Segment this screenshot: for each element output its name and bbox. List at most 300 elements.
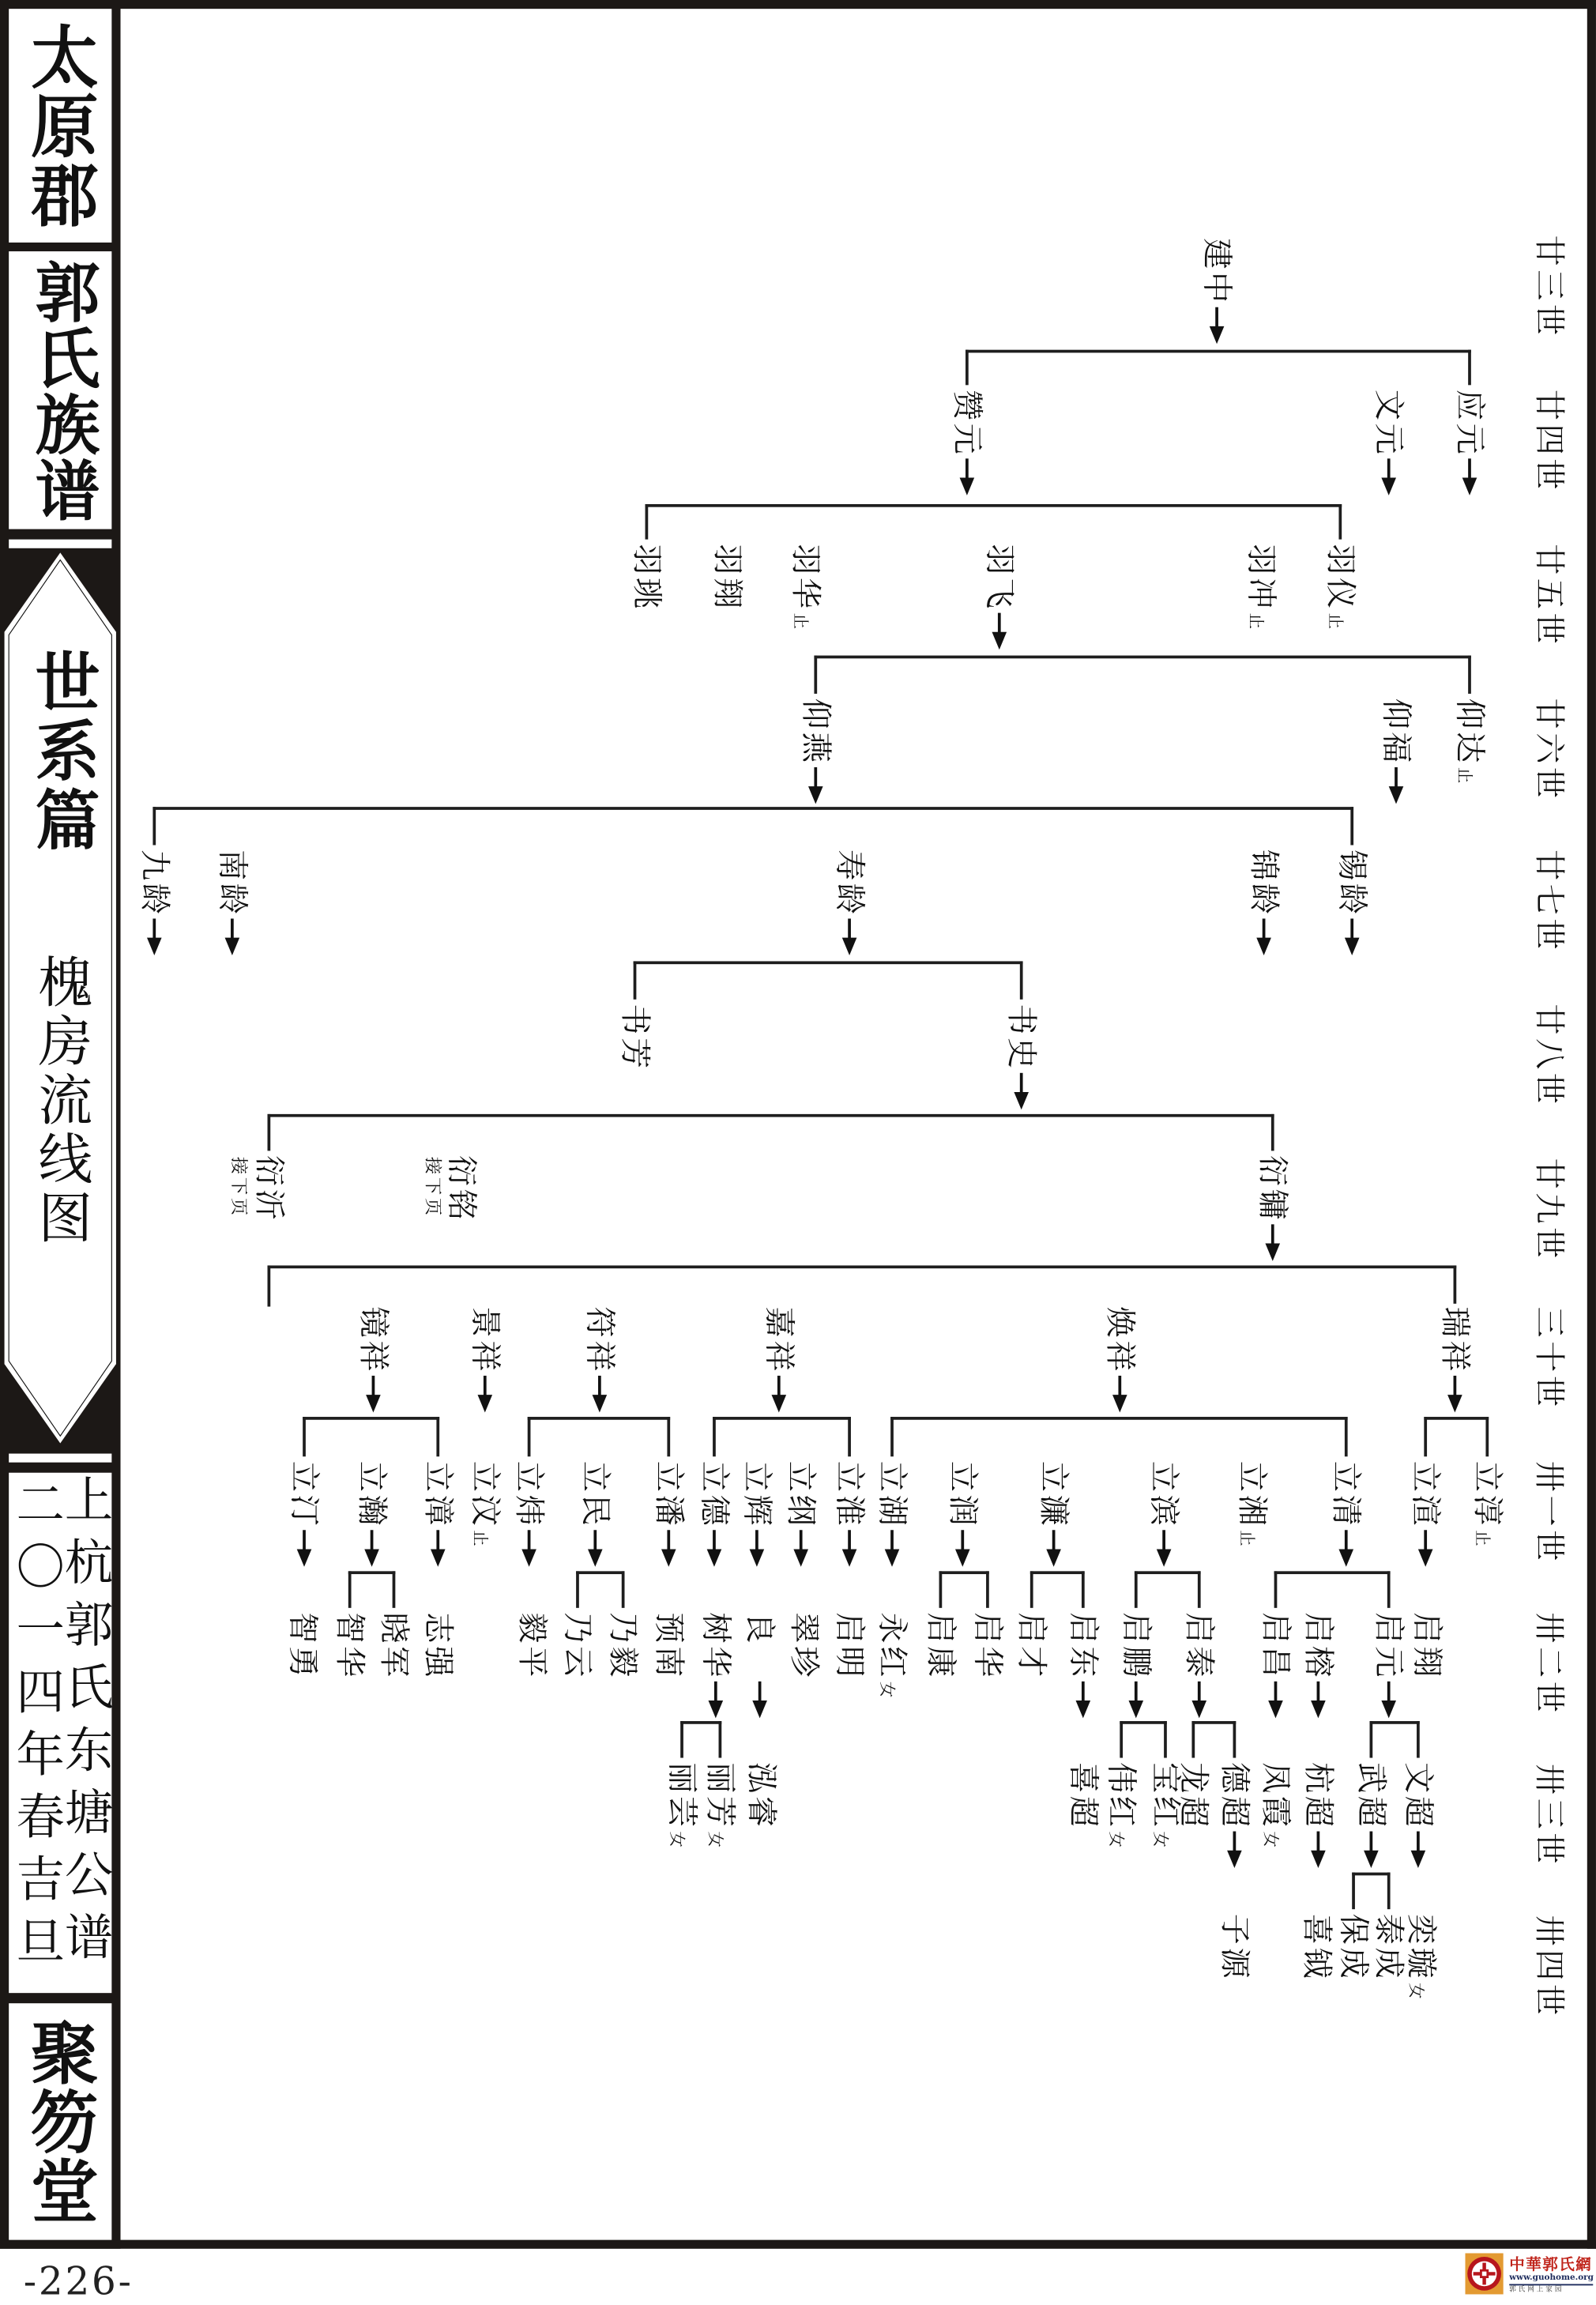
generation-label: 廿九世 [1531,1158,1567,1262]
person-node [559,1612,596,1680]
person-node [876,1612,909,1697]
person-name: 保成 [1335,1913,1372,1982]
arrow-down-icon [225,919,240,956]
person-name: 立辉 [739,1460,775,1529]
annotation-mark: 止 [1455,766,1474,784]
person-name: 乃云 [559,1612,596,1680]
arrow-down-icon [955,1530,970,1567]
annotation-mark: 止 [1325,612,1345,630]
annotation-mark: 女 [1150,1831,1170,1848]
person-name: 伟红 [1103,1762,1139,1830]
person-node [762,1307,795,1375]
arrow-down-icon [793,1530,808,1567]
person-node [704,1762,736,1847]
connector-line [1353,1873,1391,1875]
person-name: 文超 [1400,1762,1436,1830]
connector-line [1417,1721,1419,1758]
person-node [333,1612,366,1680]
person-node [1302,1612,1334,1680]
person-name: 仰燕 [797,698,834,766]
continued-next-page-note: 接下页 [228,1156,250,1218]
person-name: 丽芸 [664,1762,700,1830]
connector-line [153,807,156,845]
connector-line [576,1571,624,1573]
person-name: 启明 [831,1612,868,1680]
connector-line [268,1265,1456,1267]
arrow-down-icon [885,1530,900,1567]
person-name: 寿龄 [831,849,868,917]
arrow-down-icon [431,1530,446,1567]
arrow-down-icon [1338,1530,1353,1567]
connector-line [713,1417,715,1456]
arrow-down-icon [593,1376,608,1413]
person-name: 羽冲 [1243,544,1279,612]
person-node [1248,849,1280,917]
connector-line [268,1114,270,1151]
arrow-down-icon [364,1530,379,1567]
arrow-down-icon [1462,458,1477,495]
person-node [1105,1762,1138,1847]
person-node [1256,1155,1289,1223]
person-node [1259,1762,1292,1847]
arrow-down-icon [1447,1376,1462,1413]
person-name: 预南 [650,1612,687,1680]
connector-line [1135,1571,1137,1608]
person-name: 立润 [944,1460,981,1529]
generation-label: 廿六世 [1531,698,1567,802]
person-node [876,1461,909,1529]
arrow-down-icon [709,1682,724,1719]
generation-label: 卅一世 [1531,1460,1567,1565]
arrow-down-icon [750,1530,765,1567]
connector-line [634,961,636,999]
site-logo [1465,2253,1594,2297]
person-name: 德超 [1217,1762,1252,1830]
person-node [797,698,834,766]
arrow-down-icon [842,919,857,956]
person-name: 锡龄 [1334,849,1370,917]
person-node [1471,1461,1504,1546]
person-node [1147,1762,1184,1848]
connector-line [1030,1571,1084,1573]
connector-line [1469,656,1471,694]
connector-line [1454,1265,1456,1303]
person-node [1302,1762,1334,1830]
person-name: 镜祥 [356,1306,391,1375]
section-title-text: 世系篇 [23,647,99,855]
person-node [1244,544,1277,629]
person-name: 赞元 [949,389,985,458]
person-name: 焕祥 [1102,1306,1138,1375]
generation-label: 廿七世 [1531,849,1567,954]
connector-line [1351,807,1353,845]
arrow-down-icon [992,613,1007,650]
connector-line [303,1417,439,1419]
person-node [924,1612,957,1680]
arrow-down-icon [842,1530,857,1567]
person-name: 龙超 [1176,1762,1211,1830]
person-node [745,1762,777,1830]
connector-line [1192,1721,1236,1723]
person-node [699,1612,732,1680]
connector-line [1271,1114,1274,1151]
person-name: 乃毅 [605,1612,641,1680]
connector-line [622,1571,624,1608]
person-node [1259,1612,1292,1680]
person-name: 立炜 [511,1460,547,1529]
sidebar-divider-strip [9,1454,111,1463]
person-node [378,1612,410,1680]
connector-line [1370,1721,1372,1758]
person-node [1104,1307,1136,1375]
connector-line [719,1721,721,1758]
person-name: 启榕 [1301,1612,1336,1680]
generation-label: 三十世 [1531,1306,1567,1410]
person-name: 嘉祥 [761,1306,797,1375]
person-name: 凤霞 [1258,1762,1293,1830]
person-name: 立瀚 [354,1460,390,1529]
person-name: 羽翔 [710,544,746,612]
person-name: 景祥 [467,1306,503,1375]
connector-line [986,1571,988,1608]
connector-line [1135,1571,1200,1573]
person-name: 晓军 [376,1612,412,1680]
person-node [630,544,663,612]
person-name: 立纲 [783,1460,819,1529]
sidebar-chart-title [9,950,111,1251]
person-node [710,544,746,612]
person-node [1120,1612,1152,1680]
arrow-down-icon [1227,1832,1242,1869]
person-name: 启东 [1065,1612,1101,1680]
person-node [513,1461,545,1529]
connector-line [1387,1571,1390,1608]
connector-line [815,656,817,694]
family-emblem-icon [1465,2253,1503,2294]
arrow-down-icon [1311,1832,1326,1869]
person-node [1015,1612,1048,1680]
person-node [469,1461,501,1546]
person-node [288,1461,321,1529]
person-node [950,390,983,458]
person-name: 立民 [577,1460,613,1529]
person-name: 启鹏 [1118,1612,1154,1680]
person-node [1335,1913,1372,1982]
person-node [1405,1914,1437,1999]
connector-line [153,807,1353,809]
arrow-down-icon [521,1530,536,1567]
person-name: 启翔 [1409,1612,1445,1680]
person-name: 建中 [1199,238,1235,306]
connector-line [1020,961,1022,999]
person-node [789,544,822,629]
person-node [443,1154,480,1223]
person-name: 启泰 [1181,1612,1218,1680]
connector-line [1120,1721,1167,1723]
person-node [788,1612,820,1680]
person-node [831,1460,868,1529]
person-name: 锦龄 [1246,849,1282,917]
connector-line [393,1571,395,1608]
person-name: 立漳 [420,1460,456,1529]
arrow-down-icon [366,1376,381,1413]
person-name: 泓睿 [743,1762,779,1830]
person-node [138,849,171,917]
sidebar-region-title [9,9,111,243]
person-node [981,544,1018,612]
connector-line [966,350,968,386]
person-node [743,1612,776,1646]
connector-line [528,1417,530,1456]
person-name: 智勇 [284,1612,321,1680]
connector-line [1339,504,1342,540]
logo-title: 中華郭氏網 [1509,2256,1593,2274]
generation-label: 卅四世 [1531,1915,1567,2019]
connector-line [1370,1721,1419,1723]
person-name: 南龄 [214,849,250,917]
person-node [698,1461,731,1529]
person-node [1407,1460,1444,1529]
person-name: 立汀 [286,1460,322,1529]
generation-label: 廿五世 [1531,544,1567,648]
person-node [1037,1461,1070,1529]
person-name: 翠珍 [786,1612,822,1680]
person-name: 立渲 [1407,1460,1444,1529]
arrow-down-icon [1364,1832,1379,1869]
connector-line [713,1417,850,1419]
connector-line [1030,1571,1033,1608]
connector-line [1192,1721,1195,1758]
person-node [516,1612,548,1680]
person-name: 宝红 [1147,1762,1184,1830]
person-name: 立淮 [831,1460,868,1529]
person-node [650,1460,687,1529]
person-node [944,1460,981,1529]
connector-line [891,1417,1348,1419]
arrow-down-icon [1389,767,1404,804]
person-node [356,1461,388,1529]
person-node [1328,1460,1365,1529]
person-node [666,1762,698,1847]
arrow-down-icon [1256,919,1271,956]
person-name: 立清 [1328,1460,1365,1529]
person-name: 书芳 [617,1004,653,1072]
generation-label: 卅二世 [1531,1612,1567,1716]
person-name: 毅平 [514,1612,550,1680]
person-node [619,1004,651,1072]
person-node [785,1461,817,1529]
connector-line [891,1417,894,1456]
person-name: 羽华 [787,544,823,612]
arrow-down-icon [707,1530,722,1567]
generation-label: 廿三世 [1531,235,1567,339]
connector-line [268,1114,1274,1117]
person-name: 启康 [923,1612,958,1680]
hall-name-text: 聚笏堂 [21,2017,100,2226]
arrow-down-icon [960,458,975,495]
connector-line [815,656,1471,658]
person-name: 志强 [420,1612,456,1680]
connector-line [1274,1571,1277,1608]
top-frame-bar [0,0,1596,9]
person-node [1067,1612,1099,1680]
arrow-down-icon [772,1376,787,1413]
person-node [422,1612,454,1680]
person-name: 启元 [1371,1612,1407,1680]
connector-line [1082,1571,1084,1608]
person-node [1380,699,1413,766]
annotation-mark: 女 [705,1831,725,1848]
right-frame-bar [1587,0,1596,2249]
connector-line [681,1721,721,1723]
person-node [607,1612,639,1680]
annotation-mark: 女 [1106,1831,1126,1848]
connector-line [634,961,1022,963]
person-node [1148,1461,1180,1529]
person-name: 衍镛 [1255,1154,1291,1223]
person-name: 仰达 [1451,698,1488,766]
connector-line [1469,350,1471,386]
arrow-down-icon [147,919,162,956]
person-node [1451,389,1488,458]
chart-title-text: 槐房流线图 [28,953,92,1248]
annotation-mark: 女 [667,1831,687,1848]
connector-line [303,1417,306,1456]
book-title-text: 郭氏族谱 [23,258,99,523]
person-node [1411,1612,1444,1680]
person-name: 文元 [1371,389,1407,458]
arrow-down-icon [808,767,823,804]
person-node [469,1307,501,1375]
person-name: 衍沂 [251,1154,287,1223]
logo-slogan: 郭氏网上家园 [1509,2287,1564,2295]
connector-line [348,1571,351,1608]
person-name: 衍铭 [443,1154,480,1223]
person-node [1402,1762,1434,1830]
person-name: 武超 [1353,1762,1389,1830]
annotation-mark: 女 [877,1681,897,1698]
person-node [1372,390,1405,458]
person-name: 喜钺 [1299,1913,1334,1982]
person-node [1324,544,1357,629]
arrow-down-icon [1112,1376,1127,1413]
annotation-mark: 女 [1260,1831,1281,1848]
sidebar-section-title [9,641,111,861]
connector-line [668,1417,670,1456]
connector-line [966,350,1470,352]
person-node [422,1461,454,1529]
person-node [216,849,248,917]
person-node [740,1461,773,1529]
arrow-down-icon [752,1682,767,1719]
arrow-down-icon [1265,1224,1280,1261]
connector-line [1120,1721,1123,1758]
person-name: 立淳 [1470,1460,1505,1529]
person-name: 羽珧 [629,544,664,612]
person-node [1355,1762,1387,1830]
connector-line [646,504,1342,507]
connector-line [681,1721,683,1758]
person-name: 羽仪 [1323,544,1358,612]
arrow-down-icon [1345,919,1360,956]
person-name: 喜超 [1065,1762,1101,1830]
person-node [1218,1914,1251,1982]
person-name: 永红 [874,1612,910,1680]
arrow-down-icon [1046,1530,1061,1567]
person-node [1372,1914,1405,1982]
connector-line [348,1571,395,1573]
arrow-down-icon [478,1376,493,1413]
edition-line-2: 二〇一四年春吉旦 [9,1478,66,1979]
annotation-mark: 止 [1237,1530,1257,1546]
person-name: 立德 [696,1460,732,1529]
person-node [1181,1612,1218,1680]
person-name: 书史 [1003,1004,1040,1072]
person-name: 启华 [969,1612,1006,1680]
connector-line [576,1571,578,1608]
continued-next-page-note: 接下页 [422,1156,443,1218]
person-name: 立湖 [874,1460,910,1529]
sidebar-book-title [9,251,111,529]
sidebar-divider-strip [9,540,111,548]
connector-line [1425,1417,1489,1419]
person-name: 仰福 [1378,698,1414,766]
connector-line [1164,1721,1166,1758]
person-name: 启才 [1014,1612,1050,1680]
person-name: 奕璇 [1403,1913,1439,1982]
person-name: 符祥 [582,1306,618,1375]
person-node [1336,849,1368,917]
arrow-down-icon [1418,1530,1433,1567]
person-node [579,1461,612,1529]
person-node [1201,238,1233,306]
person-name: 立汶 [467,1460,503,1529]
arrow-down-icon [661,1530,676,1567]
annotation-mark: 止 [1472,1530,1492,1546]
arrow-down-icon [1157,1530,1172,1567]
arrow-down-icon [1381,1682,1396,1719]
person-node [969,1612,1006,1680]
arrow-down-icon [1128,1682,1143,1719]
connector-line [939,1571,988,1573]
arrow-down-icon [1311,1682,1326,1719]
person-name: 九龄 [136,849,172,917]
arrow-down-icon [1014,1073,1029,1110]
sidebar-hall-name [9,2003,111,2239]
logo-url: www.guohome.org [1509,2273,1593,2285]
connector-line [437,1417,439,1456]
person-name: 应元 [1451,389,1488,458]
connector-line [1198,1571,1200,1608]
person-name: 智华 [332,1612,367,1680]
person-node [1067,1762,1099,1830]
connector-line [939,1571,942,1608]
annotation-mark: 止 [790,612,810,630]
logo-text [1509,2256,1593,2296]
annotation-mark: 止 [470,1530,490,1546]
person-node [582,1306,618,1375]
person-node [1003,1004,1040,1072]
arrow-down-icon [1268,1682,1283,1719]
person-name: 杭超 [1301,1762,1336,1830]
page-number: -226- [23,2260,134,2305]
person-name: 羽飞 [981,544,1018,612]
person-node [1301,1914,1333,1982]
connector-line [528,1417,670,1419]
person-name: 树华 [698,1612,734,1680]
annotation-mark: 止 [1246,612,1266,630]
arrow-down-icon [1210,307,1225,345]
